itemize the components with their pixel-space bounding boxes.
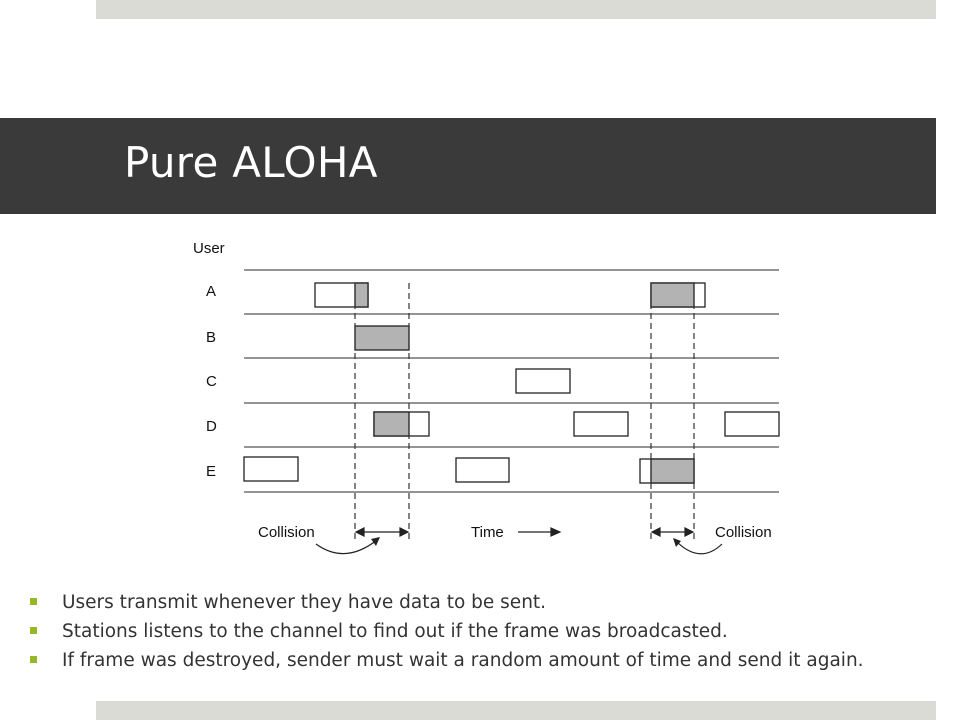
frame-d-2 bbox=[574, 412, 628, 436]
frame-a-1-collision bbox=[355, 283, 368, 307]
frame-d-1-collision bbox=[374, 412, 409, 436]
arrowhead bbox=[400, 528, 408, 536]
bullet-text: If frame was destroyed, sender must wait a random amount of time and send it again. bbox=[62, 650, 864, 671]
frame-e-1 bbox=[244, 457, 298, 481]
slide-title: Pure ALOHA bbox=[124, 138, 378, 187]
time-label: Time bbox=[471, 524, 504, 541]
square-bullet-icon bbox=[30, 598, 37, 605]
bullet-item bbox=[28, 646, 928, 675]
arrowhead bbox=[652, 528, 660, 536]
frame-a-2-collision bbox=[651, 283, 694, 307]
collision-label-right: Collision bbox=[715, 524, 772, 541]
bottom-decor-strip bbox=[96, 701, 936, 720]
user-label-d: D bbox=[206, 418, 217, 435]
collision-pointer-left bbox=[316, 540, 377, 554]
frame-e-3-collision bbox=[651, 459, 694, 483]
time-arrow bbox=[518, 528, 560, 536]
frame-b-1-collision bbox=[355, 326, 409, 350]
arrowhead bbox=[673, 538, 681, 547]
user-label-a: A bbox=[206, 283, 217, 300]
arrowhead bbox=[356, 528, 364, 536]
bullet-list bbox=[28, 588, 928, 675]
bullet-item bbox=[28, 588, 928, 617]
collision-label-left: Collision bbox=[258, 524, 315, 541]
arrowhead bbox=[371, 537, 380, 546]
square-bullet-icon bbox=[30, 656, 37, 663]
bullet-text: Users transmit whenever they have data to be sent. bbox=[62, 592, 547, 613]
user-axis-heading: User bbox=[193, 240, 225, 257]
user-label-c: C bbox=[206, 373, 217, 390]
user-label-b: B bbox=[206, 329, 217, 346]
frame-e-2 bbox=[456, 458, 509, 482]
collision-pointer-right bbox=[676, 541, 722, 554]
frame-d-3 bbox=[725, 412, 779, 436]
frame-c-1 bbox=[516, 369, 570, 393]
user-label-e: E bbox=[206, 463, 217, 480]
bullet-item bbox=[28, 617, 928, 646]
square-bullet-icon bbox=[30, 627, 37, 634]
arrowhead bbox=[685, 528, 693, 536]
bullet-text: Stations listens to the channel to find out if the frame was broadcasted. bbox=[62, 621, 728, 642]
